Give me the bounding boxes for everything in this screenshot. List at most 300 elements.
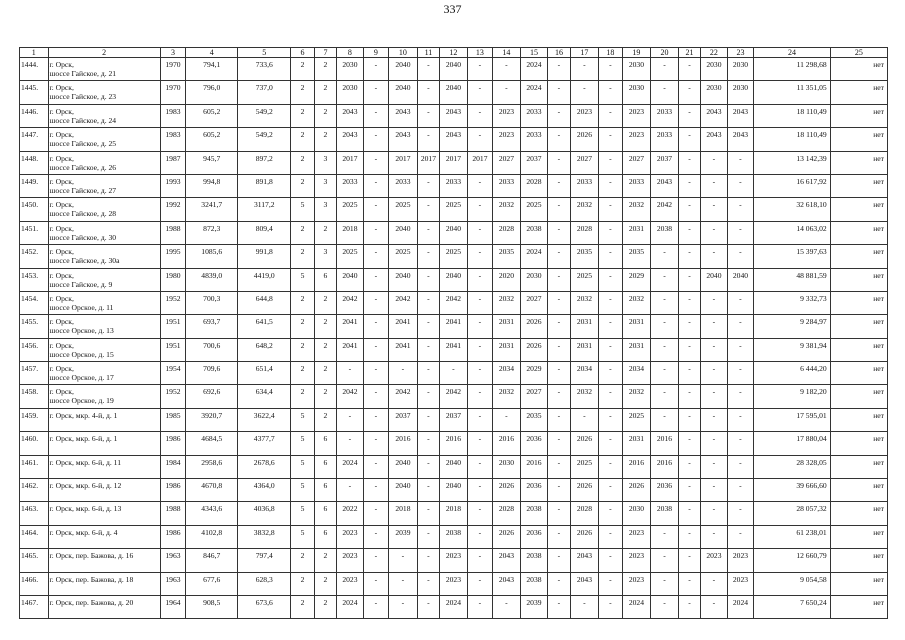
data-cell: 846,7: [186, 549, 238, 572]
address-line: г. Орск,: [49, 153, 74, 163]
column-number-header: 24: [754, 48, 830, 58]
data-cell: 18 110,49: [754, 104, 830, 127]
data-cell: 891,8: [238, 174, 291, 197]
data-cell: 797,4: [238, 549, 291, 572]
data-cell: 2016: [493, 432, 521, 455]
row-number-cell: 1458.: [20, 385, 49, 408]
data-cell: 2026: [493, 525, 521, 548]
data-cell: 3241,7: [186, 198, 238, 221]
data-cell: 2030: [493, 455, 521, 478]
data-cell: 2026: [493, 479, 521, 502]
data-cell: 2024: [520, 81, 548, 104]
data-cell: 2028: [570, 502, 599, 525]
data-cell: 2025: [440, 245, 468, 268]
data-cell: 2037: [651, 151, 679, 174]
data-cell: -: [701, 338, 728, 361]
data-cell: 18 110,49: [754, 128, 830, 151]
data-cell: 1951: [160, 338, 185, 361]
data-cell: 605,2: [186, 104, 238, 127]
address-line: г. Орск, пер. Бажова, д. 20: [49, 597, 134, 607]
data-cell: 2: [291, 595, 314, 618]
data-cell: -: [548, 502, 570, 525]
data-cell: 693,7: [186, 315, 238, 338]
data-cell: -: [727, 151, 754, 174]
data-cell: 2032: [622, 291, 651, 314]
data-cell: -: [363, 58, 388, 81]
data-cell: 2030: [337, 58, 364, 81]
data-cell: 2042: [389, 385, 418, 408]
data-cell: -: [417, 268, 439, 291]
data-cell: 2037: [520, 151, 548, 174]
column-number-header: 18: [599, 48, 622, 58]
data-cell: 2027: [570, 151, 599, 174]
data-cell: 2032: [493, 198, 521, 221]
data-cell: -: [548, 104, 570, 127]
data-cell: -: [337, 408, 364, 431]
data-cell: 1988: [160, 221, 185, 244]
data-cell: 2038: [520, 502, 548, 525]
data-cell: 2033: [389, 174, 418, 197]
data-cell: -: [337, 479, 364, 502]
data-cell: 3920,7: [186, 408, 238, 431]
data-cell: -: [599, 362, 622, 385]
data-cell: 641,5: [238, 315, 291, 338]
data-cell: 2034: [493, 362, 521, 385]
data-cell: 2029: [520, 362, 548, 385]
data-cell: 2036: [520, 479, 548, 502]
data-cell: -: [417, 338, 439, 361]
data-cell: -: [727, 338, 754, 361]
address-line: г. Орск, мкр. 6-й, д. 13: [49, 504, 122, 514]
data-cell: 1963: [160, 549, 185, 572]
data-cell: -: [493, 595, 521, 618]
data-cell: -: [727, 362, 754, 385]
data-cell: 2040: [440, 479, 468, 502]
data-cell: -: [651, 595, 679, 618]
data-cell: 2040: [337, 268, 364, 291]
data-cell: -: [417, 525, 439, 548]
data-cell: 2: [314, 315, 336, 338]
data-cell: нет: [830, 198, 887, 221]
data-cell: 908,5: [186, 595, 238, 618]
data-cell: -: [678, 174, 700, 197]
data-cell: -: [417, 221, 439, 244]
column-number-header: 20: [651, 48, 679, 58]
data-cell: 2017: [417, 151, 439, 174]
data-cell: 2023: [622, 525, 651, 548]
data-cell: 2: [314, 81, 336, 104]
data-cell: 5: [291, 268, 314, 291]
data-cell: 1987: [160, 151, 185, 174]
data-cell: -: [701, 174, 728, 197]
data-cell: 2023: [440, 572, 468, 595]
data-cell: -: [727, 315, 754, 338]
data-cell: 673,6: [238, 595, 291, 618]
data-cell: -: [467, 595, 492, 618]
data-cell: -: [363, 595, 388, 618]
data-cell: 13 142,39: [754, 151, 830, 174]
data-cell: нет: [830, 595, 887, 618]
data-cell: 2043: [389, 128, 418, 151]
data-cell: -: [467, 58, 492, 81]
data-cell: -: [548, 572, 570, 595]
data-cell: 2043: [701, 128, 728, 151]
data-cell: 2023: [493, 104, 521, 127]
data-cell: -: [678, 221, 700, 244]
data-cell: 549,2: [238, 128, 291, 151]
data-cell: 61 238,01: [754, 525, 830, 548]
data-cell: 2035: [622, 245, 651, 268]
data-cell: 2030: [701, 58, 728, 81]
data-cell: нет: [830, 221, 887, 244]
data-cell: 2033: [651, 128, 679, 151]
data-cell: 1085,6: [186, 245, 238, 268]
data-cell: 32 618,10: [754, 198, 830, 221]
data-cell: 2016: [622, 455, 651, 478]
data-cell: 2: [314, 58, 336, 81]
table-row: [20, 291, 888, 314]
data-cell: 1995: [160, 245, 185, 268]
address-cell: [48, 549, 160, 572]
data-cell: -: [548, 432, 570, 455]
data-cell: 2017: [337, 151, 364, 174]
row-number-cell: 1461.: [20, 455, 49, 478]
data-cell: 2043: [337, 104, 364, 127]
data-cell: 2031: [493, 338, 521, 361]
data-cell: -: [417, 385, 439, 408]
address-cell: [48, 502, 160, 525]
data-cell: -: [548, 58, 570, 81]
data-cell: -: [701, 315, 728, 338]
address-line: г. Орск,: [49, 200, 74, 210]
data-cell: -: [363, 221, 388, 244]
data-cell: -: [651, 408, 679, 431]
data-cell: 2037: [389, 408, 418, 431]
data-cell: 2043: [337, 128, 364, 151]
row-number-cell: 1449.: [20, 174, 49, 197]
address-line: шоссе Гайское, д. 28: [49, 209, 117, 219]
address-line: г. Орск,: [49, 60, 74, 69]
data-cell: 2041: [440, 315, 468, 338]
data-cell: нет: [830, 432, 887, 455]
data-cell: 2: [314, 572, 336, 595]
data-cell: -: [363, 432, 388, 455]
data-cell: -: [548, 245, 570, 268]
address-line: шоссе Орское, д. 13: [49, 326, 114, 336]
data-cell: 4684,5: [186, 432, 238, 455]
data-cell: 2031: [493, 315, 521, 338]
address-line: г. Орск, мкр. 4-й, д. 1: [49, 410, 118, 420]
data-cell: 1985: [160, 408, 185, 431]
data-cell: 2028: [493, 502, 521, 525]
address-line: шоссе Орское, д. 19: [49, 396, 114, 406]
data-cell: 2030: [622, 81, 651, 104]
data-cell: -: [363, 268, 388, 291]
address-line: г. Орск,: [49, 83, 74, 93]
data-cell: 2040: [389, 455, 418, 478]
data-cell: 2033: [520, 104, 548, 127]
column-number-header: 14: [493, 48, 521, 58]
address-cell: [48, 432, 160, 455]
data-cell: 2041: [337, 338, 364, 361]
table-row: [20, 81, 888, 104]
data-cell: -: [701, 291, 728, 314]
data-cell: 2018: [337, 221, 364, 244]
data-cell: 2032: [493, 291, 521, 314]
data-cell: 2039: [389, 525, 418, 548]
address-line: г. Орск, мкр. 6-й, д. 12: [49, 481, 122, 491]
address-cell: [48, 151, 160, 174]
data-cell: нет: [830, 338, 887, 361]
data-cell: нет: [830, 362, 887, 385]
data-cell: -: [599, 455, 622, 478]
address-line: г. Орск, пер. Бажова, д. 16: [49, 551, 134, 561]
row-number-cell: 1464.: [20, 525, 49, 548]
data-cell: -: [599, 151, 622, 174]
data-cell: 2038: [520, 221, 548, 244]
address-cell: [48, 174, 160, 197]
row-number-cell: 1456.: [20, 338, 49, 361]
data-cell: 2031: [570, 315, 599, 338]
column-number-header: 22: [701, 48, 728, 58]
data-cell: 2032: [622, 385, 651, 408]
data-cell: 2030: [701, 81, 728, 104]
data-cell: 2023: [622, 572, 651, 595]
data-cell: 5: [291, 479, 314, 502]
data-cell: 994,8: [186, 174, 238, 197]
data-cell: 2: [314, 221, 336, 244]
data-cell: 2042: [440, 385, 468, 408]
table-row: [20, 221, 888, 244]
data-cell: -: [389, 595, 418, 618]
table-row: [20, 268, 888, 291]
data-cell: -: [701, 432, 728, 455]
data-cell: 2024: [520, 58, 548, 81]
data-cell: 2032: [570, 291, 599, 314]
data-cell: -: [678, 104, 700, 127]
data-cell: 2035: [570, 245, 599, 268]
data-cell: -: [599, 595, 622, 618]
data-cell: -: [678, 245, 700, 268]
data-cell: -: [701, 479, 728, 502]
data-cell: 991,8: [238, 245, 291, 268]
data-cell: -: [467, 245, 492, 268]
data-cell: 4343,6: [186, 502, 238, 525]
data-cell: -: [701, 595, 728, 618]
data-cell: -: [417, 81, 439, 104]
data-cell: 2: [291, 104, 314, 127]
data-cell: -: [678, 268, 700, 291]
data-cell: 2027: [520, 385, 548, 408]
data-cell: 2025: [520, 198, 548, 221]
data-cell: 2036: [651, 479, 679, 502]
data-cell: -: [701, 151, 728, 174]
data-cell: 2023: [337, 572, 364, 595]
address-line: шоссе Орское, д. 15: [49, 349, 114, 359]
data-cell: нет: [830, 291, 887, 314]
data-cell: -: [678, 479, 700, 502]
data-cell: -: [363, 128, 388, 151]
data-cell: -: [467, 549, 492, 572]
data-cell: 2031: [570, 338, 599, 361]
data-cell: -: [467, 455, 492, 478]
data-cell: -: [599, 502, 622, 525]
data-cell: -: [651, 385, 679, 408]
data-cell: -: [337, 362, 364, 385]
data-cell: 897,2: [238, 151, 291, 174]
data-cell: -: [548, 151, 570, 174]
data-cell: 39 666,60: [754, 479, 830, 502]
data-cell: -: [727, 502, 754, 525]
address-cell: [48, 525, 160, 548]
data-cell: 2023: [622, 128, 651, 151]
data-cell: -: [467, 104, 492, 127]
data-cell: 2027: [493, 151, 521, 174]
data-cell: 2023: [727, 549, 754, 572]
data-cell: -: [727, 245, 754, 268]
data-cell: -: [417, 479, 439, 502]
data-cell: 2032: [493, 385, 521, 408]
data-cell: нет: [830, 151, 887, 174]
data-cell: -: [467, 198, 492, 221]
column-number-header: 4: [186, 48, 238, 58]
data-cell: 2030: [622, 502, 651, 525]
data-cell: -: [701, 198, 728, 221]
data-cell: -: [548, 81, 570, 104]
address-cell: [48, 291, 160, 314]
data-cell: -: [651, 362, 679, 385]
row-number-cell: 1454.: [20, 291, 49, 314]
data-cell: 2043: [440, 104, 468, 127]
data-cell: 2: [314, 128, 336, 151]
table-row: [20, 198, 888, 221]
data-cell: 2038: [651, 221, 679, 244]
data-cell: -: [701, 408, 728, 431]
data-cell: 4670,8: [186, 479, 238, 502]
data-cell: -: [727, 174, 754, 197]
data-cell: -: [417, 408, 439, 431]
data-cell: -: [599, 385, 622, 408]
data-cell: -: [363, 455, 388, 478]
data-cell: 2025: [389, 245, 418, 268]
data-cell: 3622,4: [238, 408, 291, 431]
address-line: шоссе Гайское, д. 24: [49, 115, 117, 125]
data-cell: -: [417, 432, 439, 455]
data-cell: -: [548, 362, 570, 385]
data-cell: 5: [291, 455, 314, 478]
data-cell: 5: [291, 525, 314, 548]
data-cell: -: [417, 104, 439, 127]
data-cell: 2041: [389, 315, 418, 338]
data-cell: 1992: [160, 198, 185, 221]
address-cell: [48, 245, 160, 268]
data-cell: 11 351,05: [754, 81, 830, 104]
table-row: [20, 408, 888, 431]
data-cell: 2042: [337, 385, 364, 408]
table-row: [20, 549, 888, 572]
data-cell: -: [467, 221, 492, 244]
data-cell: 2: [291, 338, 314, 361]
data-cell: 9 054,58: [754, 572, 830, 595]
table-row: [20, 595, 888, 618]
data-cell: 28 057,32: [754, 502, 830, 525]
data-cell: 4364,0: [238, 479, 291, 502]
data-cell: 2032: [622, 198, 651, 221]
data-cell: -: [548, 408, 570, 431]
data-cell: 6: [314, 455, 336, 478]
table-row: [20, 174, 888, 197]
address-line: шоссе Гайское, д. 9: [49, 279, 113, 289]
data-cell: 2037: [440, 408, 468, 431]
address-line: шоссе Гайское, д. 25: [49, 139, 117, 149]
data-cell: 2: [291, 245, 314, 268]
data-cell: 2040: [440, 81, 468, 104]
data-cell: -: [678, 572, 700, 595]
data-cell: 2040: [440, 455, 468, 478]
data-cell: 5: [291, 198, 314, 221]
data-cell: 2: [291, 151, 314, 174]
data-cell: -: [548, 338, 570, 361]
data-cell: -: [363, 408, 388, 431]
data-cell: 48 881,59: [754, 268, 830, 291]
data-cell: -: [727, 455, 754, 478]
data-cell: 6: [314, 432, 336, 455]
data-cell: -: [599, 268, 622, 291]
data-cell: 2043: [493, 549, 521, 572]
data-cell: 17 880,04: [754, 432, 830, 455]
address-line: г. Орск,: [49, 340, 74, 350]
column-number-header: 9: [363, 48, 388, 58]
column-number-header: 13: [467, 48, 492, 58]
data-cell: -: [363, 385, 388, 408]
data-cell: -: [417, 549, 439, 572]
data-cell: 2043: [727, 128, 754, 151]
data-cell: 605,2: [186, 128, 238, 151]
data-cell: -: [417, 174, 439, 197]
data-cell: -: [599, 58, 622, 81]
data-cell: 2025: [440, 198, 468, 221]
data-cell: 2036: [520, 525, 548, 548]
data-cell: -: [417, 58, 439, 81]
table-row: [20, 432, 888, 455]
data-cell: 2031: [622, 338, 651, 361]
data-cell: 1952: [160, 385, 185, 408]
data-cell: 6: [314, 525, 336, 548]
row-number-cell: 1451.: [20, 221, 49, 244]
data-cell: нет: [830, 455, 887, 478]
data-cell: 2033: [651, 104, 679, 127]
data-cell: -: [599, 338, 622, 361]
row-number-cell: 1460.: [20, 432, 49, 455]
row-number-cell: 1446.: [20, 104, 49, 127]
address-cell: [48, 338, 160, 361]
data-cell: 2025: [570, 455, 599, 478]
data-cell: -: [651, 338, 679, 361]
column-number-header: 16: [548, 48, 570, 58]
data-cell: -: [363, 245, 388, 268]
column-number-header: 25: [830, 48, 887, 58]
data-cell: 9 284,97: [754, 315, 830, 338]
data-cell: 2041: [440, 338, 468, 361]
data-cell: 2: [314, 408, 336, 431]
data-cell: 2040: [389, 221, 418, 244]
data-cell: -: [570, 595, 599, 618]
data-cell: 6: [314, 479, 336, 502]
data-cell: 2: [314, 291, 336, 314]
data-cell: -: [467, 174, 492, 197]
data-cell: 2: [314, 104, 336, 127]
data-cell: 2031: [622, 432, 651, 455]
